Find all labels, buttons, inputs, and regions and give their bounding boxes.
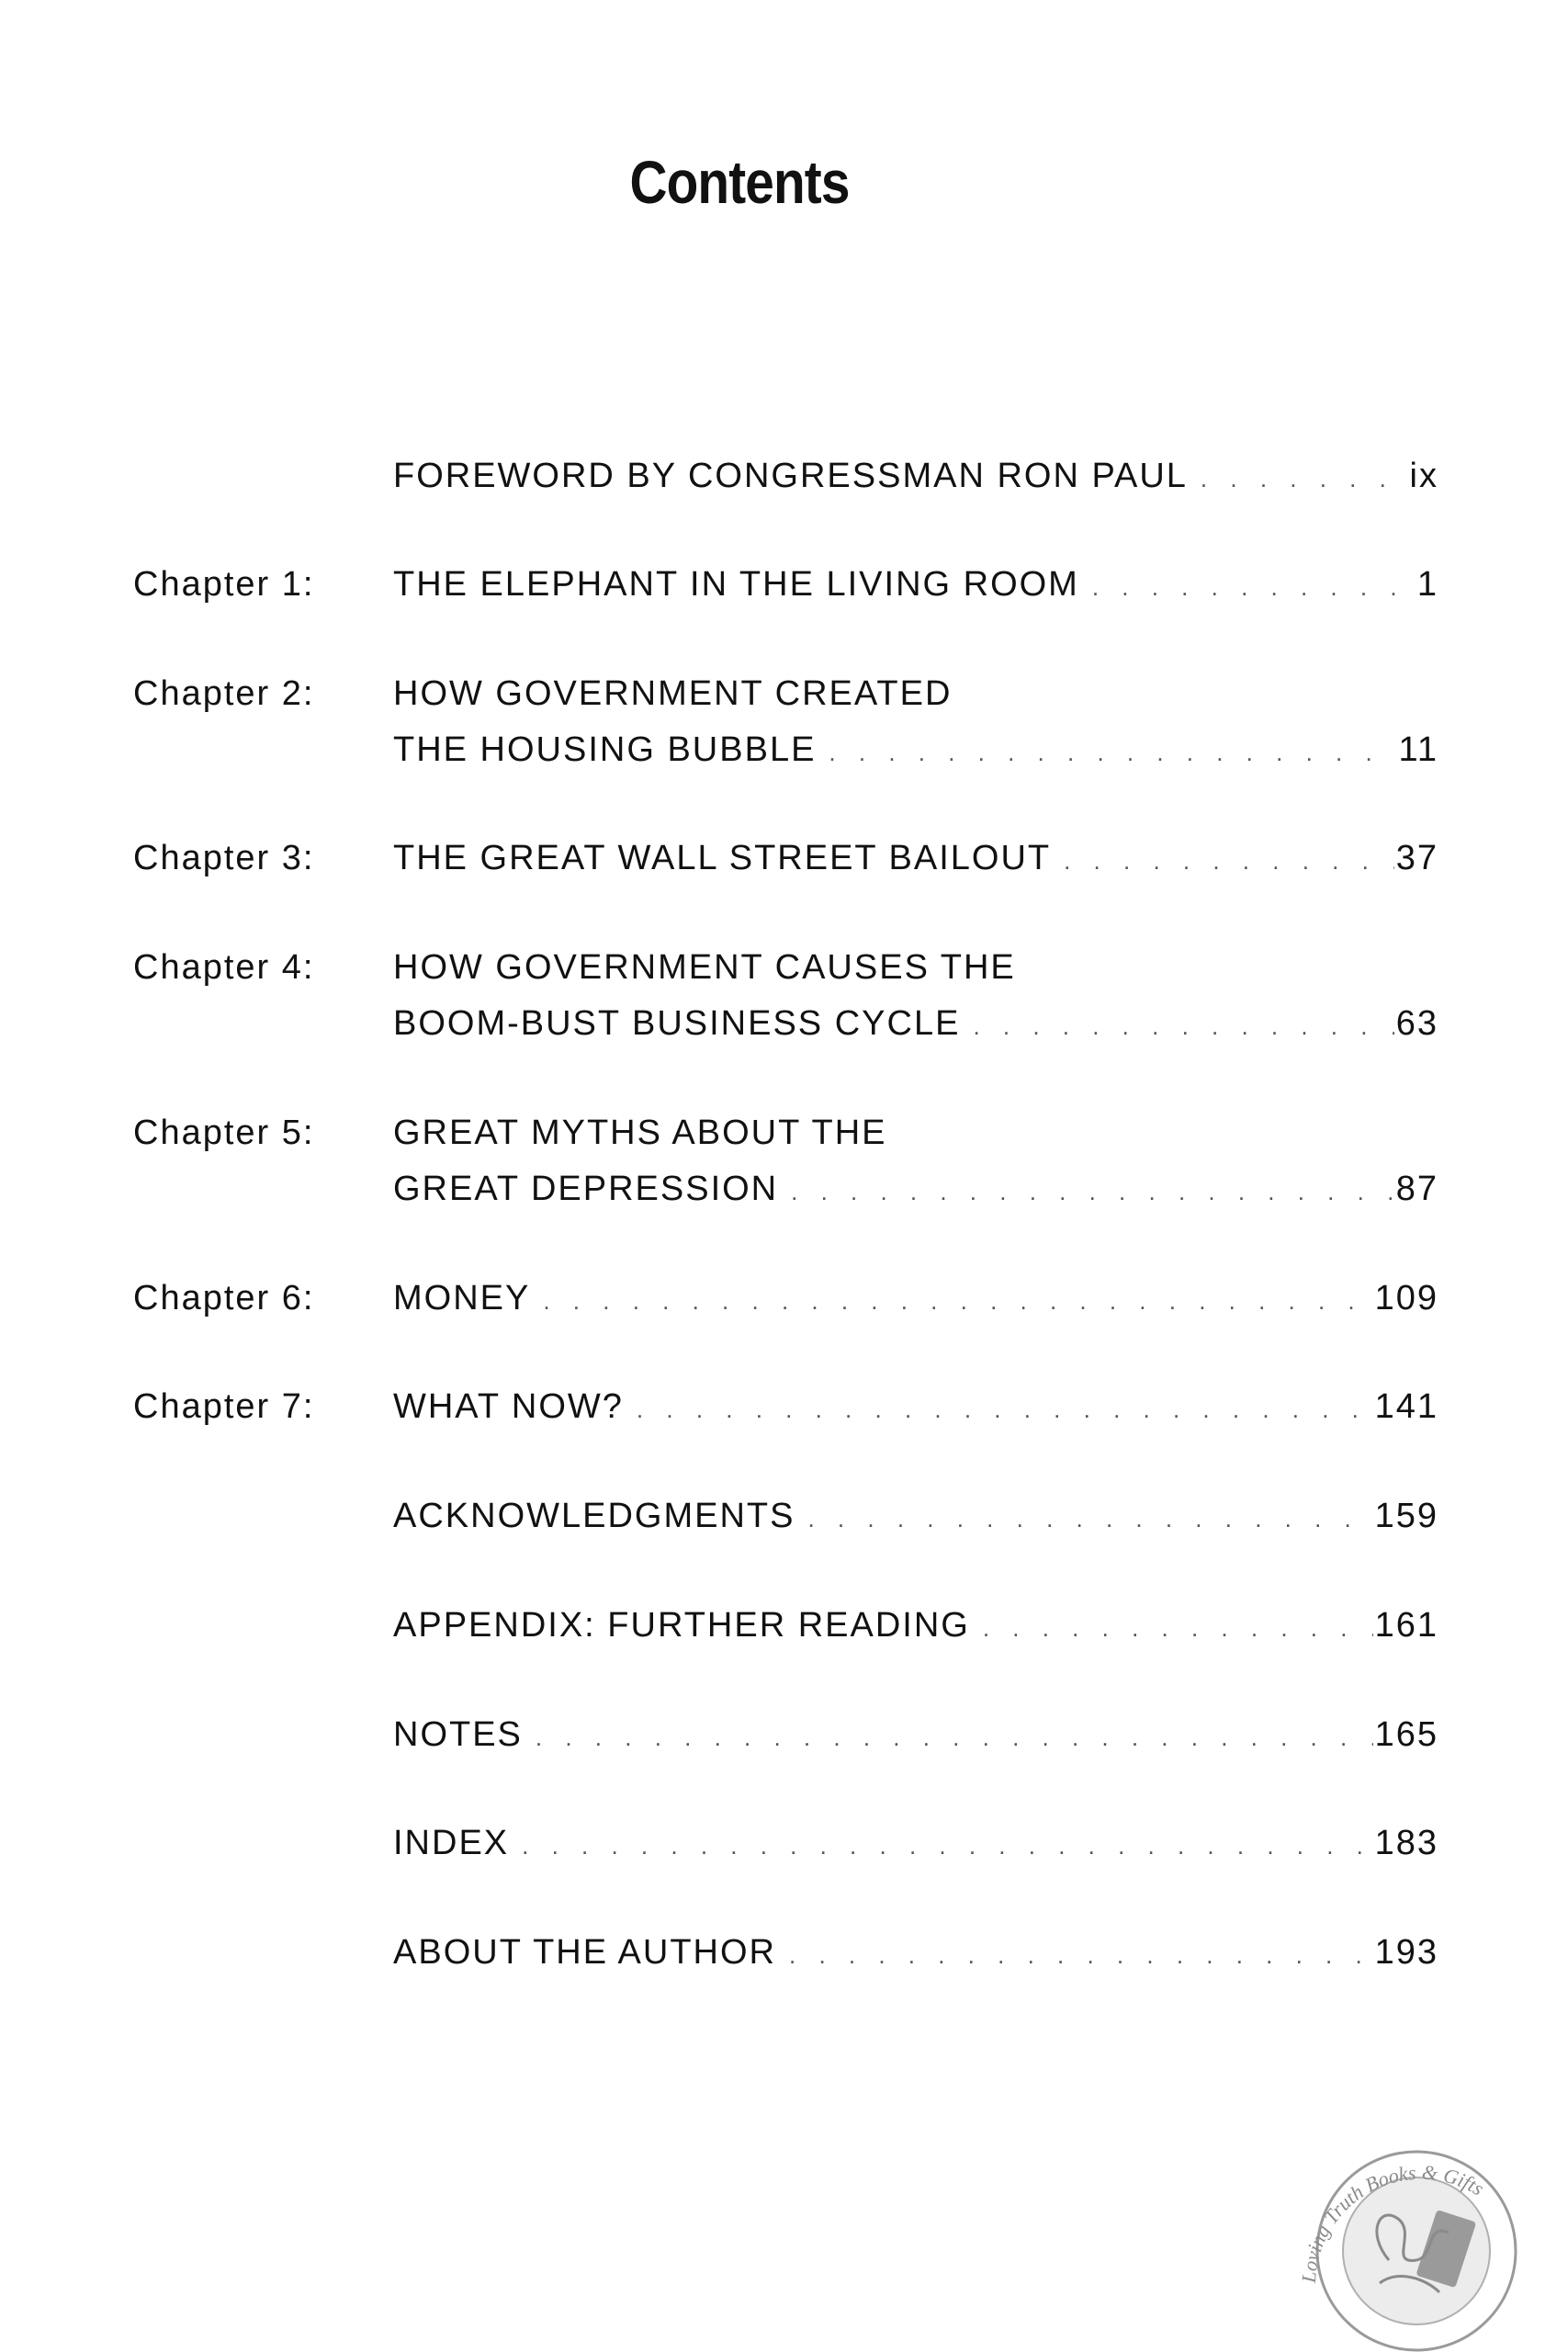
toc-page-number: 1 [1416,565,1438,604]
toc-entry-title: HOW GOVERNMENT CAUSES THE [393,948,1016,987]
toc-page-number: 87 [1395,1170,1438,1208]
chapter-label: Chapter 5: [133,1114,315,1152]
toc-page-number: 141 [1374,1387,1438,1426]
toc-page-number: 37 [1395,839,1438,877]
bookstore-watermark-seal [1279,2104,1554,2352]
toc-entry[interactable] [393,1709,1438,1755]
dot-leader [973,1012,1393,1044]
page-title: Contents [629,148,850,216]
dot-leader [522,1832,1372,1863]
toc-entry[interactable] [393,942,1438,988]
dot-leader [789,1941,1373,1973]
toc-entry[interactable] [393,450,1438,496]
toc-entry-title: ABOUT THE AUTHOR [393,1933,776,1972]
dot-leader [807,1505,1372,1536]
toc-entry-title: ACKNOWLEDGMENTS [393,1497,795,1535]
toc-entry-title: HOW GOVERNMENT CREATED [393,674,953,713]
toc-entry[interactable] [393,1381,1438,1427]
toc-entry-title: THE ELEPHANT IN THE LIVING ROOM [393,565,1079,604]
chapter-label: Chapter 1: [133,565,315,604]
dot-leader [637,1396,1373,1427]
toc-entry-title: MONEY [393,1279,531,1317]
toc-page-number: 109 [1374,1279,1438,1317]
chapter-label: Chapter 3: [133,839,315,877]
chapter-label: Chapter 4: [133,948,315,987]
toc-entry[interactable] [393,1600,1438,1645]
toc-entry-title: APPENDIX: FURTHER READING [393,1606,970,1645]
toc-entry-title: INDEX [393,1824,510,1862]
dot-leader [536,1724,1373,1755]
toc-entry-title: FOREWORD BY CONGRESSMAN RON PAUL [393,457,1188,495]
toc-entry-title: WHAT NOW? [393,1387,624,1426]
dot-leader [791,1178,1394,1209]
watermark-arc-text: Loving Truth Books & Gifts [1296,2160,1488,2284]
toc-entry[interactable] [393,998,1438,1044]
dot-leader [1092,573,1416,605]
toc-page-number: 183 [1374,1824,1438,1862]
dot-leader [1064,847,1394,878]
chapter-label: Chapter 2: [133,674,315,713]
toc-entry[interactable] [393,1927,1438,1973]
toc-page-number: 165 [1374,1715,1438,1754]
toc-page-number: 159 [1374,1497,1438,1535]
toc-entry[interactable] [393,668,1438,714]
dot-leader [1201,465,1408,496]
toc-entry-title: GREAT DEPRESSION [393,1170,779,1208]
toc-entry[interactable] [393,1163,1438,1209]
dot-leader [543,1287,1372,1318]
toc-entry[interactable] [393,1272,1438,1318]
toc-entry[interactable] [393,1490,1438,1536]
toc-entry-title: GREAT MYTHS ABOUT THE [393,1114,887,1152]
toc-entry[interactable] [393,724,1438,770]
toc-entry[interactable] [393,559,1438,605]
toc-entry[interactable] [393,1107,1438,1153]
chapter-label: Chapter 7: [133,1387,315,1426]
toc-entry-title: THE GREAT WALL STREET BAILOUT [393,839,1052,877]
toc-entry-title: NOTES [393,1715,523,1754]
dot-leader [983,1614,1373,1645]
toc-page-number: 11 [1398,730,1438,769]
toc-entry-title: THE HOUSING BUBBLE [393,730,817,769]
toc-entry-title: BOOM-BUST BUSINESS CYCLE [393,1004,961,1043]
toc-entry[interactable] [393,832,1438,878]
toc-page-number: 63 [1395,1004,1438,1043]
toc-entry[interactable] [393,1817,1438,1863]
toc-page-number: 161 [1374,1606,1438,1645]
chapter-label: Chapter 6: [133,1279,315,1317]
dot-leader [829,739,1396,770]
toc-page-number: 193 [1374,1933,1438,1972]
toc-page-number: ix [1409,457,1438,495]
